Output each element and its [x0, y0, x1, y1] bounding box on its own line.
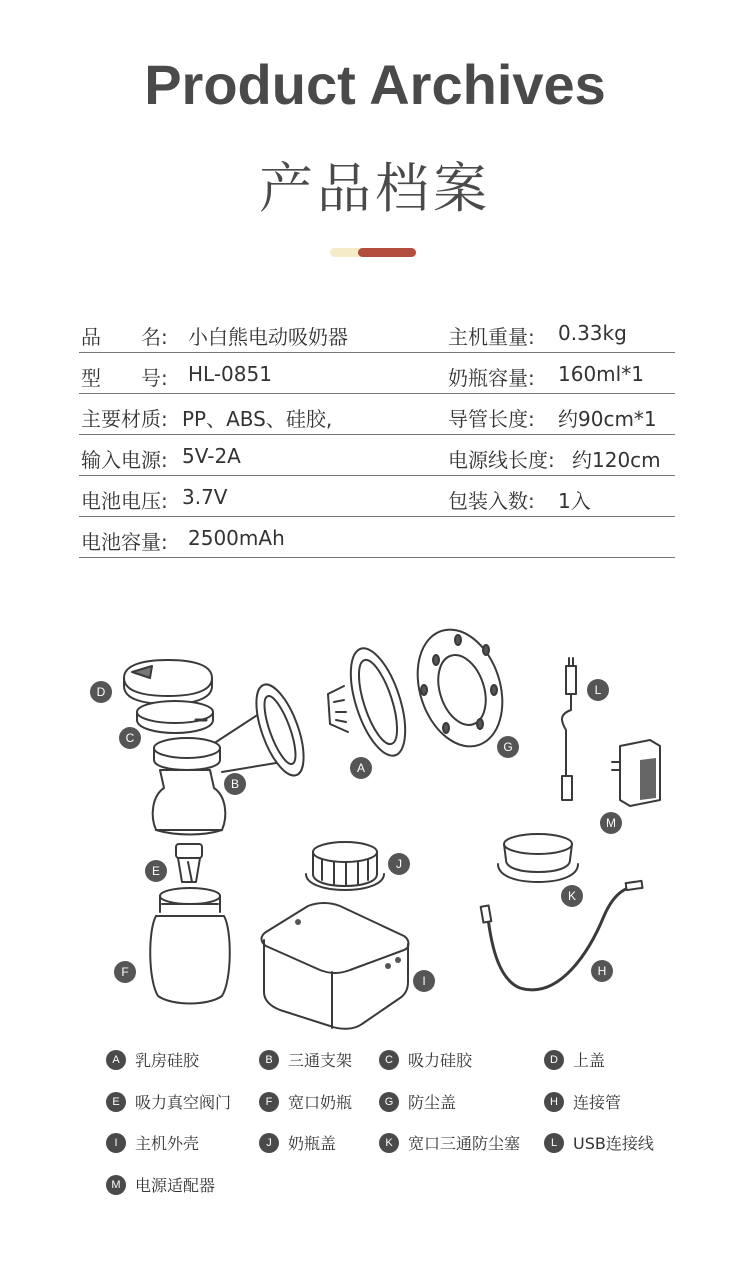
spec-value: 5V-2A: [182, 444, 241, 468]
part-bottle: [150, 888, 230, 1004]
spec-row: [79, 353, 675, 394]
legend-text: 吸力硅胶: [408, 1051, 473, 1070]
part-wide-dust-plug: [498, 834, 578, 882]
badge-label: D: [96, 685, 106, 699]
title-english: Product Archives: [144, 53, 606, 116]
legend-badge: B: [259, 1050, 279, 1070]
badge-label: F: [121, 965, 129, 979]
spec-value: PP、ABS、硅胶,: [182, 407, 333, 431]
parts-diagram: [0, 620, 750, 1040]
legend-text: USB连接线: [573, 1134, 654, 1153]
legend-text: 防尘盖: [408, 1093, 457, 1112]
badge-label: E: [151, 864, 161, 878]
legend-text: 吸力真空阀门: [135, 1093, 232, 1112]
spec-value: 约120cm: [572, 448, 661, 472]
legend-badge: D: [544, 1050, 564, 1070]
badge-label: I: [422, 974, 426, 988]
title-chinese: 产品档案: [259, 157, 491, 220]
part-breast-silicone: [328, 642, 416, 762]
badge-label: C: [125, 731, 135, 745]
part-suction-silicone: [137, 701, 213, 733]
part-vacuum-valve: [176, 844, 202, 882]
spec-value: 1入: [558, 489, 591, 513]
badge-label: G: [503, 740, 513, 754]
part-dust-cover: [403, 620, 516, 757]
badge-label: H: [597, 964, 607, 978]
part-bottle-cap: [306, 842, 384, 890]
badge-label: K: [567, 889, 577, 903]
legend-badge: J: [259, 1133, 279, 1153]
spec-value: HL-0851: [188, 362, 272, 386]
spec-label: 电源线长度:: [448, 448, 555, 472]
legend-text: 乳房硅胶: [135, 1051, 200, 1070]
spec-label: 奶瓶容量:: [448, 366, 535, 390]
part-top-cap: [124, 660, 212, 704]
legend-text: 奶瓶盖: [288, 1134, 337, 1153]
spec-value: 160ml*1: [558, 362, 644, 386]
spec-row: [79, 394, 675, 435]
legend-text: 三通支架: [288, 1051, 353, 1070]
spec-value: 3.7V: [182, 485, 228, 509]
legend-badge: M: [106, 1175, 126, 1195]
badge-label: J: [396, 857, 402, 871]
spec-value: 2500mAh: [188, 526, 285, 550]
legend-badge: A: [106, 1050, 126, 1070]
spec-row: [79, 517, 675, 558]
spec-row: [79, 476, 675, 517]
legend-badge: C: [379, 1050, 399, 1070]
legend-text: 连接管: [573, 1093, 622, 1112]
spec-value: 0.33kg: [558, 321, 627, 345]
legend-text: 主机外壳: [135, 1134, 200, 1153]
spec-row: [79, 312, 675, 353]
accent-bar-dark: [358, 248, 416, 257]
legend-badge: F: [259, 1092, 279, 1112]
badge-label: A: [356, 761, 366, 775]
spec-label: 电池容量:: [81, 530, 168, 554]
badge-label: L: [594, 683, 602, 697]
legend-text: 宽口奶瓶: [288, 1093, 353, 1112]
legend-text: 宽口三通防尘塞: [408, 1134, 521, 1153]
legend-badge: H: [544, 1092, 564, 1112]
spec-label: 主要材质:: [81, 407, 168, 431]
badge-label: M: [606, 816, 616, 830]
part-usb-cable: [562, 658, 576, 800]
legend-badge: L: [544, 1133, 564, 1153]
legend-badge: K: [379, 1133, 399, 1153]
spec-label: 包装入数:: [448, 489, 535, 513]
badge-label: B: [230, 777, 240, 791]
spec-label: 导管长度:: [448, 407, 535, 431]
spec-label: 电池电压:: [81, 489, 168, 513]
legend-text: 上盖: [573, 1051, 606, 1070]
spec-label: 主机重量:: [448, 325, 535, 349]
part-main-unit: [262, 903, 409, 1029]
legend-badge: E: [106, 1092, 126, 1112]
legend-text: 电源适配器: [135, 1176, 216, 1195]
spec-label: 型 号:: [81, 366, 168, 390]
spec-label: 品 名:: [81, 325, 168, 349]
spec-row: [79, 435, 675, 476]
legend-badge: I: [106, 1133, 126, 1153]
spec-value: 约90cm*1: [558, 407, 657, 431]
spec-table: [79, 312, 675, 558]
spec-value: 小白熊电动吸奶器: [188, 325, 348, 349]
legend-badge: G: [379, 1092, 399, 1112]
spec-label: 输入电源:: [81, 448, 168, 472]
part-power-adapter: [612, 740, 660, 806]
